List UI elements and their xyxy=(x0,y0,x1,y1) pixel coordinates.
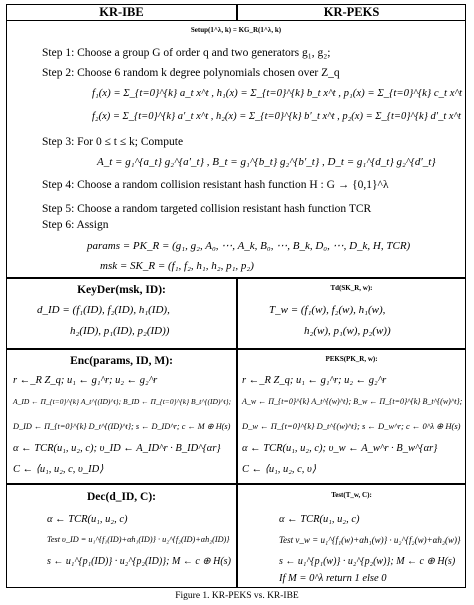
test-line-4: If M = 0^λ return 1 else 0 xyxy=(279,573,387,584)
peks-line-2: A_w ← Π_{t=0}^{k} A_t^{(w)^t}; B_w ← Π_{t=0}^{k} B_t^{(w)^t}; xyxy=(242,397,463,406)
figure-caption: Figure 1. KR-PEKS vs. KR-IBE xyxy=(175,591,299,601)
divider-keyder xyxy=(7,348,465,350)
setup-title: Setup(1^λ, k) = KG_R(1^λ, k) xyxy=(190,26,282,34)
td-title: Td(SK_R, w): xyxy=(330,284,373,292)
peks-line-4: α ← TCR(u₁, u₂, c); υ_w ← A_w^r · B_w^{αr} xyxy=(242,443,438,454)
setup-step-2: Step 2: Choose 6 random k degree polynomials chosen over Z_q xyxy=(42,67,340,79)
test-line-3: s ← u₁^{p₁(w)} · u₂^{p₂(w)}; M ← c ⊕ H(s) xyxy=(279,556,456,567)
dec-line-1: α ← TCR(u₁, u₂, c) xyxy=(47,514,128,525)
dec-title: Dec(d_ID, C): xyxy=(87,491,156,503)
setup-step-1: Step 1: Choose a group G of order q and two generators g₁, g₂; xyxy=(42,47,331,59)
enc-line-5: C ← ⟨u₁, u₂, c, υ_ID⟩ xyxy=(13,464,104,475)
setup-compute: A_t = g₁^{a_t} g₂^{a′_t} , B_t = g₁^{b_t} g₂^{b′_t} , D_t = g₁^{d_t} g₂^{d′_t} xyxy=(97,156,436,168)
setup-polynomials-1: f₁(x) = Σ_{t=0}^{k} a_t x^t , h₁(x) = Σ_{t=0}^{k} b_t x^t , p₁(x) = Σ_{t=0}^{k} c_t x^t xyxy=(92,87,463,99)
divider-enc xyxy=(7,483,465,485)
peks-line-5: C ← ⟨u₁, u₂, c, υ⟩ xyxy=(242,464,316,475)
keyder-line-1: d_ID = (f₁(ID), f₂(ID), h₁(ID), xyxy=(37,304,170,316)
header-divider xyxy=(236,5,238,20)
dec-line-2: Test υ_ID = u₁^{f₁(ID)+αh₁(ID)} · u₂^{f₂(ID)+αh₂(ID)} xyxy=(47,535,230,544)
comparison-table xyxy=(6,4,466,588)
enc-line-2: A_ID ← Π_{t=0}^{k} A_t^{(ID)^t}; B_ID ← Π_{t=0}^{k} B_t^{(ID)^t}; xyxy=(13,397,232,406)
peks-line-3: D_w ← Π_{t=0}^{k} D_t^{(w)^t}; s ← D_w^r; c ← 0^λ ⊕ H(s) xyxy=(242,421,461,431)
td-line-1: T_w = (f₁(w), f₂(w), h₁(w), xyxy=(269,304,386,316)
test-line-2: Test v_w = u₁^{f₁(w)+αh₁(w)} · u₂^{f₂(w)+αh₂(w)} xyxy=(279,535,461,545)
keyder-title: KeyDer(msk, ID): xyxy=(77,284,166,296)
enc-line-4: α ← TCR(u₁, u₂, c); υ_ID ← A_ID^r · B_ID^{αr} xyxy=(13,443,221,454)
setup-polynomials-2: f₂(x) = Σ_{t=0}^{k} a′_t x^t , h₂(x) = Σ_{t=0}^{k} b′_t x^t , p₂(x) = Σ_{t=0}^{k} d′_t x^t xyxy=(92,111,461,122)
setup-step-4: Step 4: Choose a random collision resistant hash function H : G → {0,1}^λ xyxy=(42,179,389,191)
test-line-1: α ← TCR(u₁, u₂, c) xyxy=(279,514,360,525)
td-line-2: h₂(w), p₁(w), p₂(w)) xyxy=(304,325,391,337)
keyder-line-2: h₂(ID), p₁(ID), p₂(ID)) xyxy=(70,325,170,337)
peks-line-1: r ←_R Z_q; u₁ ← g₁^r; u₂ ← g₂^r xyxy=(242,375,387,386)
enc-line-3: D_ID ← Π_{t=0}^{k} D_t^{(ID)^t}; s ← D_ID^r; c ← M ⊕ H(s) xyxy=(13,422,231,431)
test-title: Test(T_w, C): xyxy=(331,491,372,499)
setup-params: params = PK_R = (g₁, g₂, A₀, ⋯, A_k, B₀, ⋯, B_k, D₀, ⋯, D_k, H, TCR) xyxy=(87,240,411,252)
enc-title: Enc(params, ID, M): xyxy=(70,355,173,367)
peks-title: PEKS(PK_R, w): xyxy=(325,355,378,363)
setup-step-6: Step 6: Assign xyxy=(42,219,109,231)
setup-msk: msk = SK_R = (f₁, f₂, h₁, h₂, p₁, p₂) xyxy=(100,260,254,272)
header-kr-ibe: KR-IBE xyxy=(99,5,144,19)
enc-line-1: r ←_R Z_q; u₁ ← g₁^r; u₂ ← g₂^r xyxy=(13,375,158,386)
setup-step-3: Step 3: For 0 ≤ t ≤ k; Compute xyxy=(42,136,184,148)
header-kr-peks: KR-PEKS xyxy=(323,5,380,19)
setup-step-5: Step 5: Choose a random targeted collision resistant hash function TCR xyxy=(42,203,372,215)
column-divider xyxy=(236,278,238,587)
dec-line-3: s ← u₁^{p₁(ID)} · u₂^{p₂(ID)}; M ← c ⊕ H(s) xyxy=(47,556,231,567)
